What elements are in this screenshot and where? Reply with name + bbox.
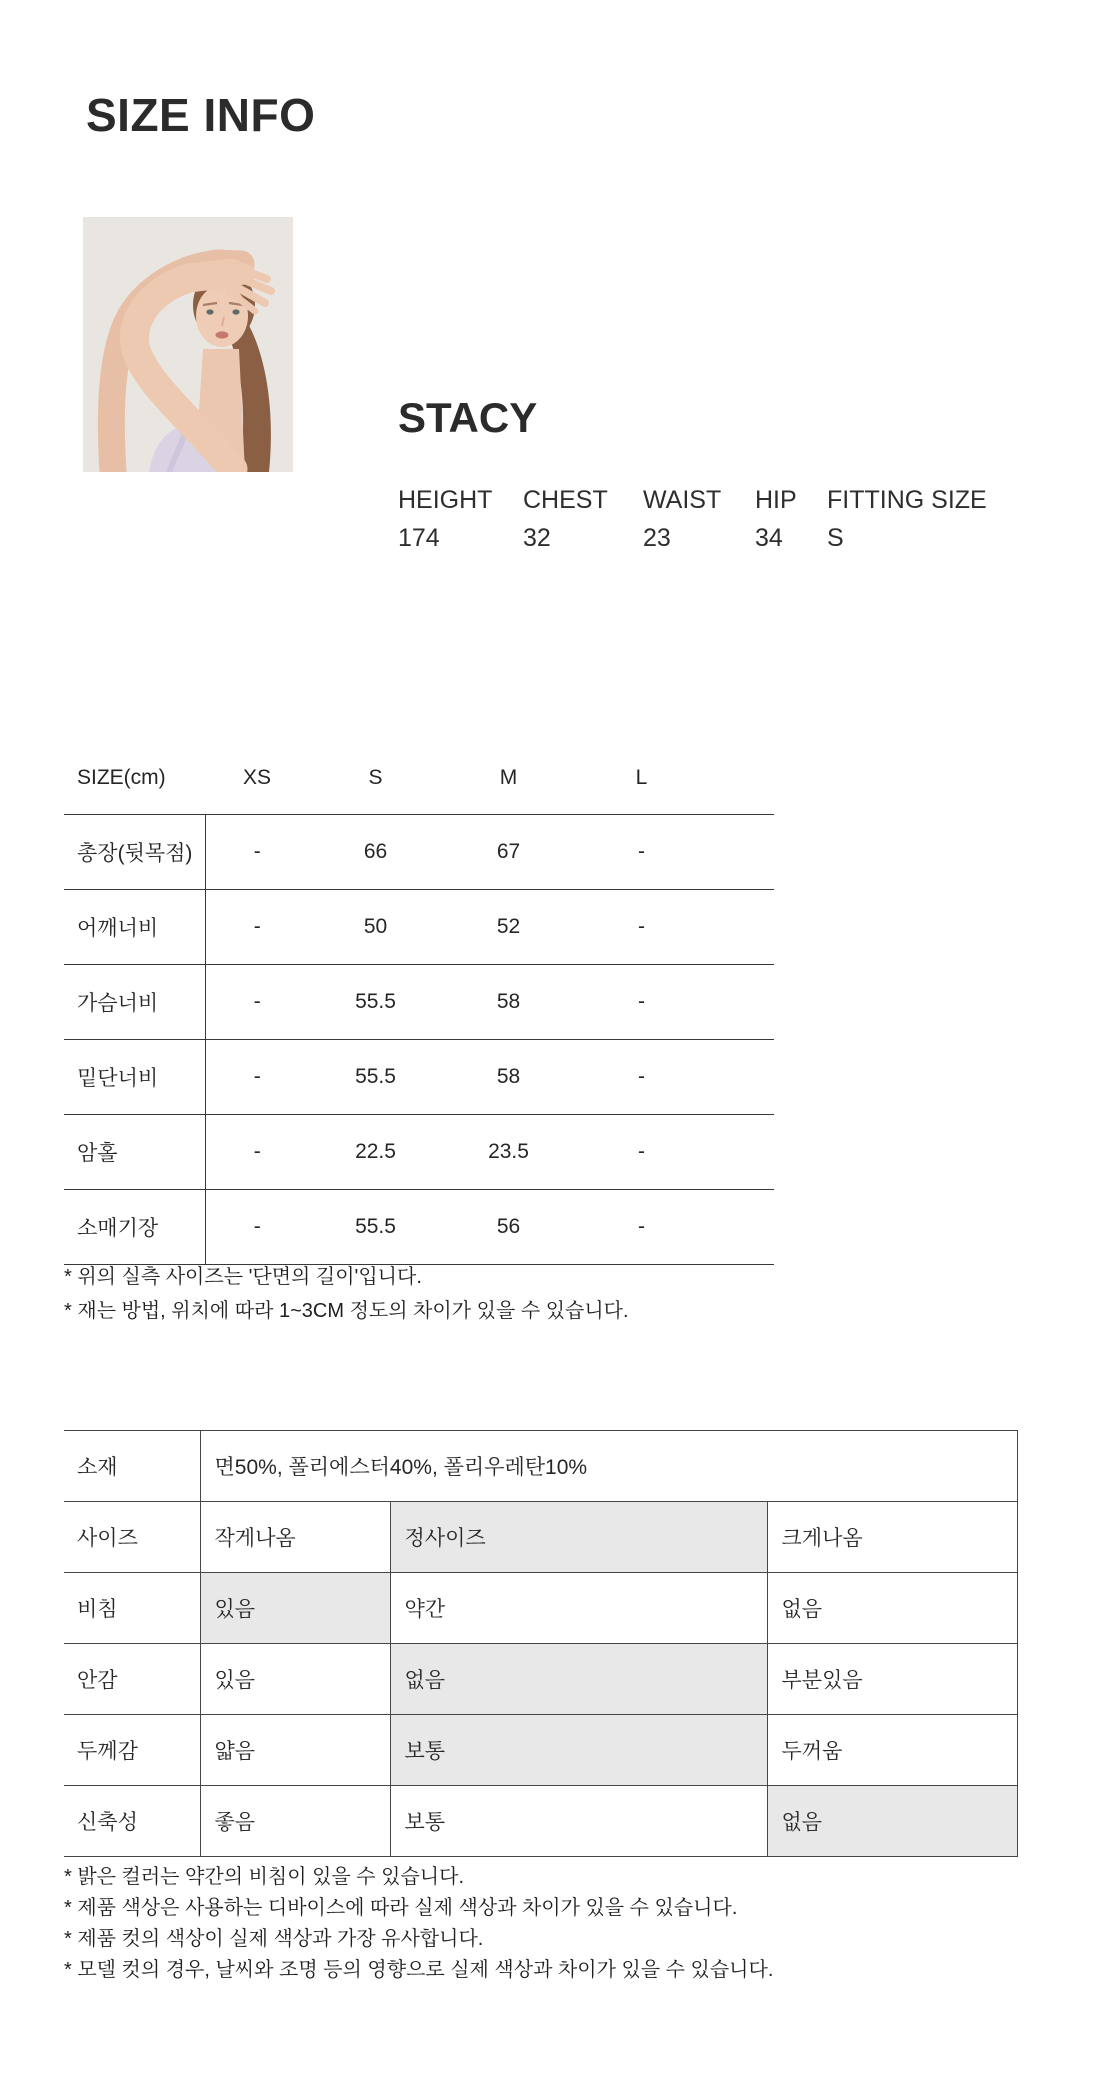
stat-value: 34 bbox=[755, 524, 783, 552]
stat-value: S bbox=[827, 524, 844, 552]
stat-label: FITTING SIZE bbox=[827, 486, 987, 514]
fabric-option-cell: 정사이즈 bbox=[390, 1502, 767, 1573]
size-table-header-cell: XS bbox=[205, 742, 309, 815]
fabric-row-label: 안감 bbox=[64, 1644, 200, 1715]
model-name: STACY bbox=[398, 394, 538, 441]
size-table-header-spacer bbox=[708, 742, 774, 815]
size-row-label: 어깨너비 bbox=[64, 890, 205, 965]
size-cell: 55.5 bbox=[309, 1190, 442, 1265]
fabric-option-cell: 있음 bbox=[200, 1644, 390, 1715]
size-row-label: 총장(뒷목점) bbox=[64, 815, 205, 890]
size-cell: - bbox=[205, 815, 309, 890]
size-table-row bbox=[64, 890, 774, 965]
model-photo-illustration bbox=[83, 217, 293, 472]
size-cell: 58 bbox=[442, 965, 575, 1040]
fabric-row bbox=[64, 1573, 1017, 1644]
model-stats bbox=[398, 487, 987, 552]
size-cell-spacer bbox=[708, 815, 774, 890]
fabric-option-cell: 보통 bbox=[390, 1715, 767, 1786]
size-cell-spacer bbox=[708, 965, 774, 1040]
model-stat-height bbox=[398, 487, 523, 552]
stat-label: CHEST bbox=[523, 486, 608, 514]
note-line: * 위의 실측 사이즈는 '단면의 길이'입니다. bbox=[64, 1266, 422, 1288]
fabric-row-label: 비침 bbox=[64, 1573, 200, 1644]
fabric-option-cell: 크게나옴 bbox=[767, 1502, 1017, 1573]
size-cell-spacer bbox=[708, 890, 774, 965]
fabric-row-label: 두께감 bbox=[64, 1715, 200, 1786]
model-stat-chest bbox=[523, 487, 643, 552]
size-row-label: 암홀 bbox=[64, 1115, 205, 1190]
fabric-material-row bbox=[64, 1431, 1017, 1502]
note-line: * 재는 방법, 위치에 따라 1~3CM 정도의 차이가 있을 수 있습니다. bbox=[64, 1300, 629, 1322]
fabric-option-cell: 부분있음 bbox=[767, 1644, 1017, 1715]
fabric-option-cell: 없음 bbox=[767, 1786, 1017, 1857]
fabric-option-cell: 약간 bbox=[390, 1573, 767, 1644]
model-stat-waist bbox=[643, 487, 755, 552]
size-cell: - bbox=[205, 1040, 309, 1115]
size-table-header-row bbox=[64, 742, 774, 815]
fabric-option-cell: 두꺼움 bbox=[767, 1715, 1017, 1786]
size-cell: 55.5 bbox=[309, 1040, 442, 1115]
stat-label: WAIST bbox=[643, 486, 722, 514]
fabric-row-label: 사이즈 bbox=[64, 1502, 200, 1573]
size-cell: - bbox=[575, 965, 708, 1040]
fabric-table bbox=[64, 1430, 1018, 1857]
size-cell: - bbox=[575, 1040, 708, 1115]
note-line: * 모델 컷의 경우, 날씨와 조명 등의 영향으로 실제 색상과 차이가 있을 수 있습니다. bbox=[64, 1959, 774, 1981]
stat-value: 23 bbox=[643, 524, 671, 552]
size-cell: 67 bbox=[442, 815, 575, 890]
size-cell: - bbox=[205, 890, 309, 965]
fabric-option-cell: 얇음 bbox=[200, 1715, 390, 1786]
size-cell-spacer bbox=[708, 1040, 774, 1115]
size-table-header-cell: L bbox=[575, 742, 708, 815]
size-cell-spacer bbox=[708, 1190, 774, 1265]
size-table-row bbox=[64, 965, 774, 1040]
size-cell: - bbox=[205, 1115, 309, 1190]
product-notes bbox=[64, 1862, 773, 1986]
fabric-option-cell: 작게나옴 bbox=[200, 1502, 390, 1573]
size-table-row bbox=[64, 1040, 774, 1115]
fabric-row bbox=[64, 1786, 1017, 1857]
model-stat-fitting-size bbox=[827, 487, 987, 552]
size-cell: 52 bbox=[442, 890, 575, 965]
model-photo bbox=[83, 217, 293, 472]
size-cell: 66 bbox=[309, 815, 442, 890]
size-row-label: 소매기장 bbox=[64, 1190, 205, 1265]
size-table-header-cell: SIZE(cm) bbox=[64, 742, 205, 815]
size-cell: 58 bbox=[442, 1040, 575, 1115]
fabric-material-value: 면50%, 폴리에스터40%, 폴리우레탄10% bbox=[200, 1431, 1017, 1502]
size-table-header-cell: S bbox=[309, 742, 442, 815]
size-cell: - bbox=[575, 1190, 708, 1265]
fabric-option-cell: 있음 bbox=[200, 1573, 390, 1644]
fabric-option-cell: 좋음 bbox=[200, 1786, 390, 1857]
fabric-row bbox=[64, 1715, 1017, 1786]
size-table-header-cell: M bbox=[442, 742, 575, 815]
size-cell: - bbox=[205, 965, 309, 1040]
size-cell: - bbox=[575, 1115, 708, 1190]
stat-value: 174 bbox=[398, 524, 440, 552]
stat-label: HEIGHT bbox=[398, 486, 493, 514]
fabric-row bbox=[64, 1502, 1017, 1573]
stat-value: 32 bbox=[523, 524, 551, 552]
size-table-row bbox=[64, 1190, 774, 1265]
size-cell-spacer bbox=[708, 1115, 774, 1190]
size-table-row bbox=[64, 1115, 774, 1190]
fabric-row-label: 신축성 bbox=[64, 1786, 200, 1857]
fabric-option-cell: 없음 bbox=[390, 1644, 767, 1715]
note-line: * 밝은 컬러는 약간의 비침이 있을 수 있습니다. bbox=[64, 1866, 464, 1888]
note-line: * 제품 색상은 사용하는 디바이스에 따라 실제 색상과 차이가 있을 수 있습니다. bbox=[64, 1897, 738, 1919]
size-row-label: 밑단너비 bbox=[64, 1040, 205, 1115]
note-line: * 제품 컷의 색상이 실제 색상과 가장 유사합니다. bbox=[64, 1928, 484, 1950]
size-table-row bbox=[64, 815, 774, 890]
model-stat-hip bbox=[755, 487, 827, 552]
size-cell: - bbox=[575, 890, 708, 965]
size-table bbox=[64, 742, 774, 1265]
fabric-option-cell: 보통 bbox=[390, 1786, 767, 1857]
size-cell: 22.5 bbox=[309, 1115, 442, 1190]
fabric-row bbox=[64, 1644, 1017, 1715]
size-cell: - bbox=[205, 1190, 309, 1265]
fabric-option-cell: 없음 bbox=[767, 1573, 1017, 1644]
size-cell: 55.5 bbox=[309, 965, 442, 1040]
measure-notes bbox=[64, 1260, 629, 1328]
fabric-row-label: 소재 bbox=[64, 1431, 200, 1502]
page-title: SIZE INFO bbox=[86, 89, 316, 141]
size-cell: 56 bbox=[442, 1190, 575, 1265]
size-cell: - bbox=[575, 815, 708, 890]
size-cell: 23.5 bbox=[442, 1115, 575, 1190]
size-row-label: 가슴너비 bbox=[64, 965, 205, 1040]
size-cell: 50 bbox=[309, 890, 442, 965]
stat-label: HIP bbox=[755, 486, 797, 514]
